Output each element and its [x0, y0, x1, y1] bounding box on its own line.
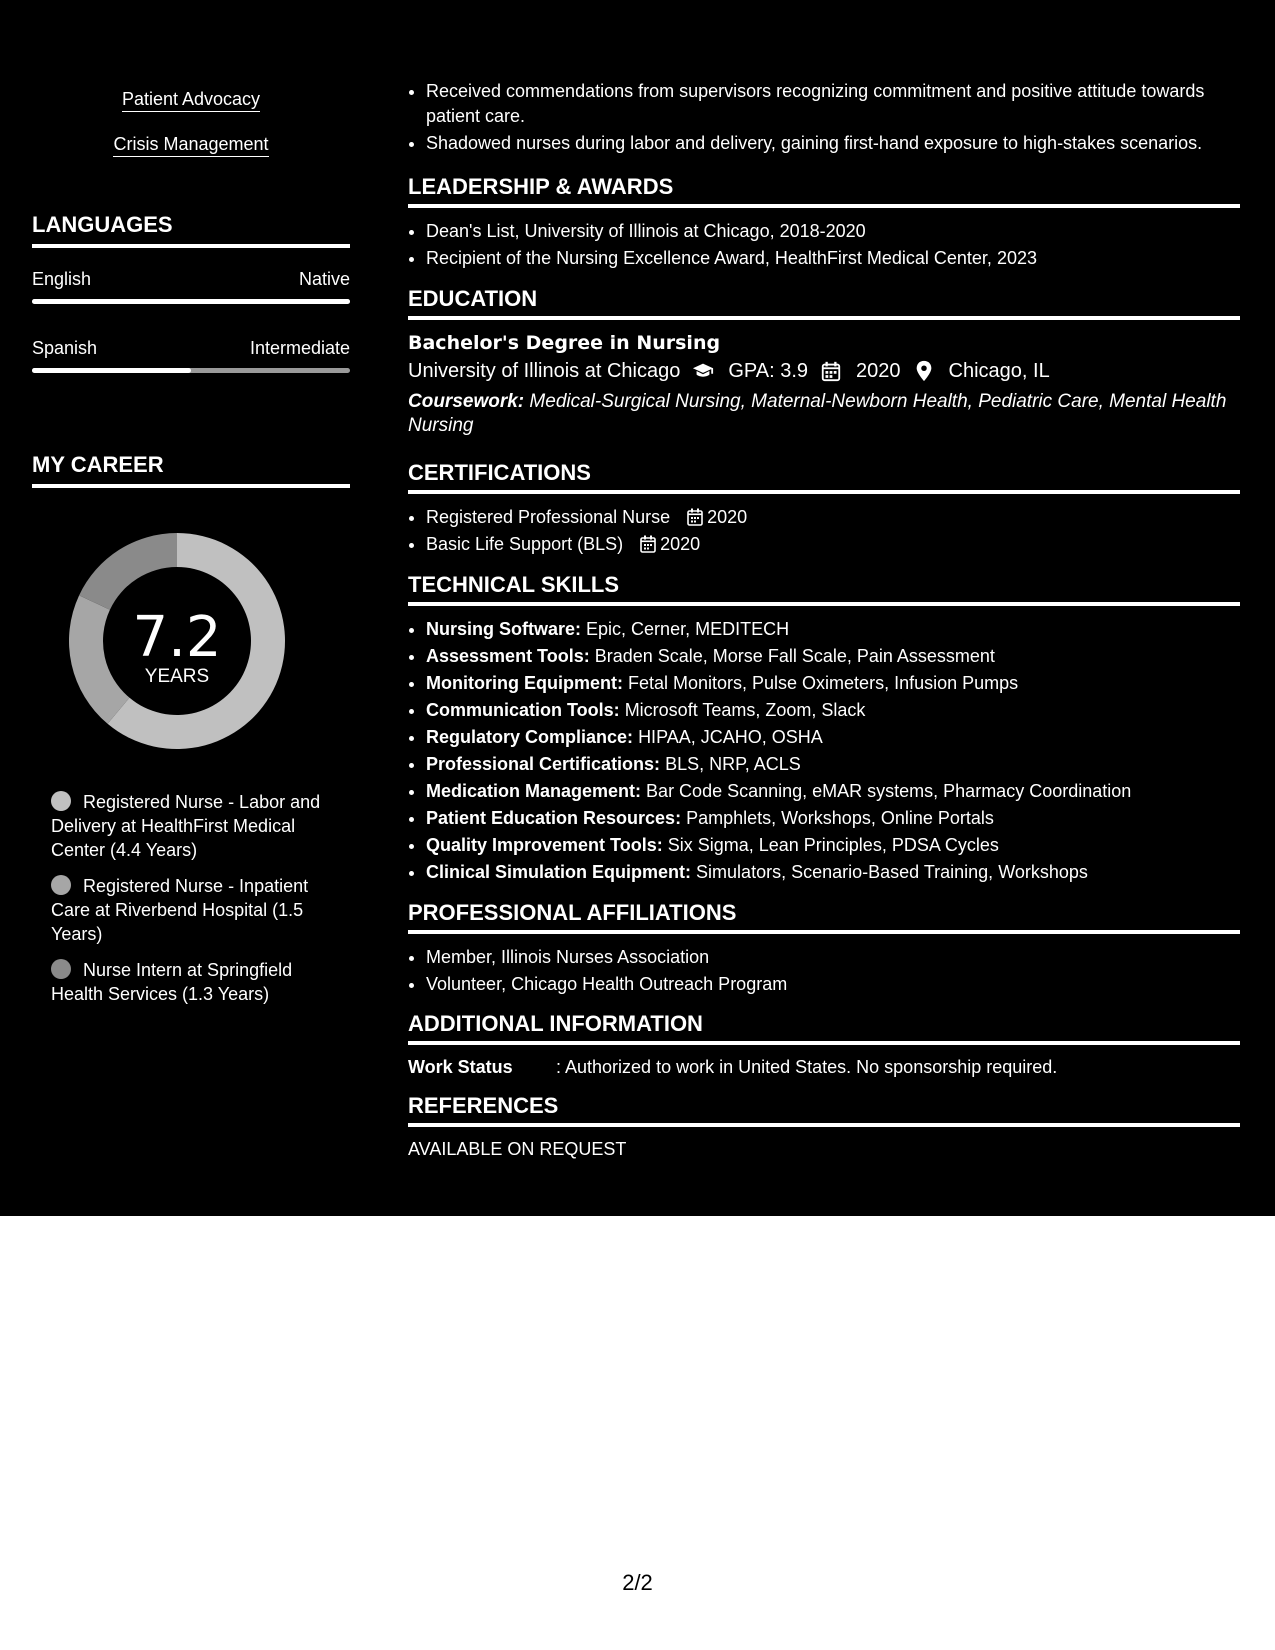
leadership-section — [408, 174, 1240, 272]
calendar-icon — [640, 535, 656, 553]
technical-skill-item: • Quality Improvement Tools: Six Sigma, Lean Principles, PDSA Cycles — [426, 832, 1240, 859]
language-english — [32, 268, 350, 290]
education-details — [408, 356, 1240, 386]
language-name: English — [32, 269, 92, 289]
career-dot-icon — [51, 875, 71, 895]
certifications-section — [408, 460, 1240, 558]
technical-skills-section — [408, 572, 1240, 886]
language-bar-english — [32, 299, 350, 304]
technical-skills-heading: TECHNICAL SKILLS — [408, 572, 1240, 606]
leadership-heading: LEADERSHIP & AWARDS — [408, 174, 1240, 208]
school-name: University of Illinois at Chicago — [408, 360, 681, 382]
skill-crisis-management: Crisis Management — [32, 133, 350, 155]
leadership-item: • Dean's List, University of Illinois at Chicago, 2018-2020 — [426, 218, 1240, 245]
career-dot-icon — [51, 791, 71, 811]
work-status — [408, 1055, 1240, 1079]
language-level: Intermediate — [249, 338, 350, 358]
affiliations-section — [408, 900, 1240, 998]
graduation-cap-icon — [692, 360, 714, 382]
leadership-item: • Recipient of the Nursing Excellence Award, HealthFirst Medical Center, 2023 — [426, 245, 1240, 272]
certifications-heading: CERTIFICATIONS — [408, 460, 1240, 494]
calendar-icon — [820, 360, 842, 382]
experience-bullet: • Received commendations from supervisors recognizing commitment and positive attitude towards patient care. — [426, 79, 1240, 129]
technical-skill-item: • Professional Certifications: BLS, NRP, ACLS — [426, 751, 1240, 778]
language-level: Native — [298, 269, 350, 289]
career-donut-segment-2 — [69, 595, 129, 723]
affiliation-item: • Member, Illinois Nurses Association — [426, 944, 1240, 971]
career-total-years: 7.2 — [132, 605, 222, 670]
languages-heading: LANGUAGES — [32, 212, 350, 248]
language-spanish — [32, 337, 350, 359]
technical-skill-item: • Monitoring Equipment: Fetal Monitors, Pulse Oximeters, Infusion Pumps — [426, 670, 1240, 697]
skill-patient-advocacy: Patient Advocacy — [32, 88, 350, 110]
affiliations-heading: PROFESSIONAL AFFILIATIONS — [408, 900, 1240, 934]
career-donut-chart — [64, 528, 290, 754]
references-heading: REFERENCES — [408, 1093, 1240, 1127]
language-bar-spanish — [32, 368, 350, 373]
technical-skill-item: • Patient Education Resources: Pamphlets, Workshops, Online Portals — [426, 805, 1240, 832]
additional-info-heading: ADDITIONAL INFORMATION — [408, 1011, 1240, 1045]
graduation-year: 2020 — [856, 360, 901, 382]
certification-item: • Basic Life Support (BLS) 2020 — [426, 531, 1240, 558]
language-bar-fill — [32, 368, 191, 373]
gpa: GPA: 3.9 — [728, 360, 809, 382]
education-section — [408, 286, 1240, 438]
references-text: AVAILABLE ON REQUEST — [408, 1139, 627, 1159]
career-dot-icon — [51, 959, 71, 979]
career-donut-segment-3 — [79, 533, 177, 610]
career-item: Nurse Intern at Springfield Health Services (1.3 Years) — [51, 960, 293, 1004]
references-section — [408, 1093, 1240, 1161]
affiliation-item: • Volunteer, Chicago Health Outreach Program — [426, 971, 1240, 998]
career-heading: MY CAREER — [32, 452, 350, 488]
page-number: 2/2 — [622, 1570, 653, 1595]
coursework: Coursework: Medical-Surgical Nursing, Maternal-Newborn Health, Pediatric Care, Mental Health Nursing — [408, 391, 1227, 436]
experience-continued — [408, 79, 1240, 156]
location-pin-icon — [913, 360, 935, 382]
experience-bullet: • Shadowed nurses during labor and delivery, gaining first-hand exposure to high-stakes scenarios. — [426, 131, 1240, 156]
additional-info-section — [408, 1011, 1240, 1079]
technical-skill-item: • Regulatory Compliance: HIPAA, JCAHO, OSHA — [426, 724, 1240, 751]
work-status-label: Work Status — [408, 1057, 513, 1077]
career-list — [51, 790, 341, 1018]
technical-skill-item: • Nursing Software: Epic, Cerner, MEDITECH — [426, 616, 1240, 643]
work-status-value: : Authorized to work in United States. No sponsorship required. — [556, 1057, 1058, 1077]
school-location: Chicago, IL — [948, 360, 1050, 382]
technical-skill-item: • Assessment Tools: Braden Scale, Morse Fall Scale, Pain Assessment — [426, 643, 1240, 670]
calendar-icon — [687, 508, 703, 526]
career-item: Registered Nurse - Inpatient Care at Riverbend Hospital (1.5 Years) — [51, 876, 309, 944]
certification-item: • Registered Professional Nurse 2020 — [426, 504, 1240, 531]
language-name: Spanish — [32, 338, 98, 358]
technical-skill-item: • Clinical Simulation Equipment: Simulators, Scenario-Based Training, Workshops — [426, 859, 1240, 886]
education-heading: EDUCATION — [408, 286, 1240, 320]
career-total-unit: YEARS — [144, 666, 210, 687]
technical-skill-item: • Medication Management: Bar Code Scanning, eMAR systems, Pharmacy Coordination — [426, 778, 1240, 805]
degree-title: Bachelor's Degree in Nursing — [408, 332, 721, 354]
language-bar-fill — [32, 299, 350, 304]
technical-skill-item: • Communication Tools: Microsoft Teams, Zoom, Slack — [426, 697, 1240, 724]
career-item: Registered Nurse - Labor and Delivery at HealthFirst Medical Center (4.4 Years) — [51, 792, 321, 860]
